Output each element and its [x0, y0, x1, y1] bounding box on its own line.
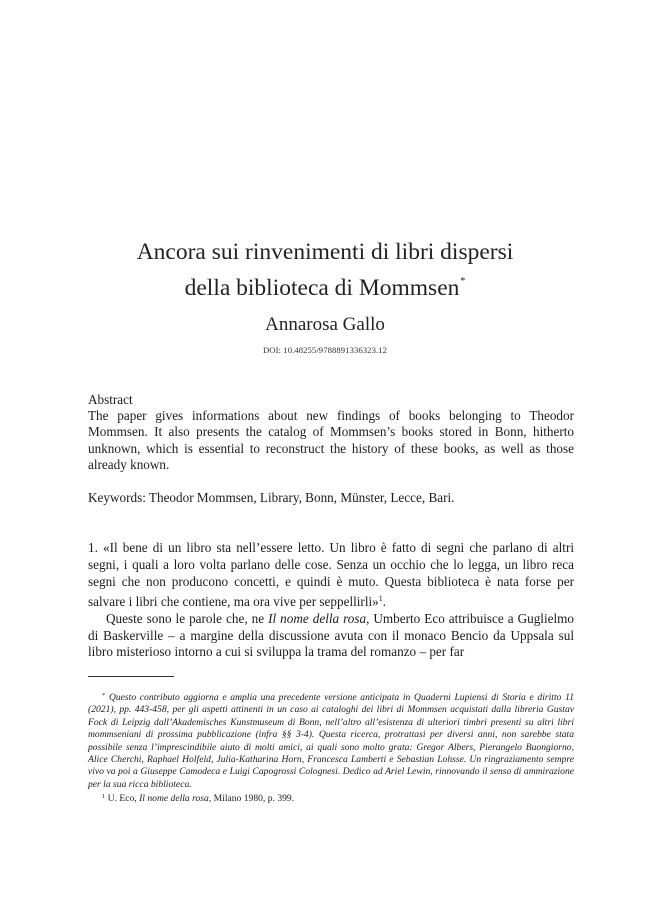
- body-text: [88, 540, 574, 661]
- article-title: [60, 238, 590, 303]
- keywords-line: Keywords: Theodor Mommsen, Library, Bonn, Münster, Lecce, Bari.: [88, 490, 455, 505]
- footnote-separator: [88, 676, 174, 677]
- footnote-1-italic: Il nome della rosa: [139, 793, 209, 805]
- doi-line: DOI: 10.48255/9788891336323.12: [262, 345, 388, 355]
- footnote-1-marker: 1: [102, 793, 106, 801]
- body-paragraph-2: [88, 611, 574, 662]
- abstract-heading: Abstract: [88, 392, 133, 407]
- footnote-ref-1[interactable]: 1: [378, 593, 383, 603]
- title-line-2: [60, 267, 590, 303]
- footnote-star-marker: *: [102, 692, 106, 699]
- footnote-1: [88, 791, 574, 805]
- body-paragraph-1: [88, 540, 574, 611]
- title-line-2-text: della biblioteca di Mommsen: [184, 275, 460, 301]
- footnote-star: [88, 690, 574, 791]
- title-line-1: Ancora sui rinvenimenti di libri dispersi: [136, 239, 514, 265]
- footnote-star-text: Questo contributo aggiorna e amplia una precedente versione anticipata in Quaderni Lupiensi di Storia e diritto 11 (2021), pp. 443-458, per gli aspetti attinenti in un caso ai cataloghi dei libri di Mommsen acquistati dalla libreria Gustav Fock di Leipzig dall’Akademisches Kunstmuseum di Bonn, nell’altro all’esistenza di ulteriori timbri presenti su altri libri mommseniani di prossima pubblicazione (infra §§ 3-4). Questa ricerca, protrattasi per diversi anni, non sarebbe stata possibile senza l’imprescindibile aiuto di molti amici, ai quali sono molto grata: Gregor Albers, Pierangelo Buongiorno, Alice Cherchi, Raphael Holfeld, Julia-Katharina Horn, Francesca Lamberti e Sebastian Lohsse. Un ringraziamento sempre vivo va poi a Giuseppe Camodeca e Luigi Capogrossi Colognesi. Dedico ad Ariel Lewin, rinnovando il senso di ammirazione per la sua ricca biblioteca.: [88, 692, 574, 790]
- abstract-text: The paper gives informations about new findings of books belonging to Theodor Mommsen. It also presents the catalog of Mommsen’s books stored in Bonn, hitherto unknown, which is essential to reconstruct the history of these books, as well as those already known.: [88, 408, 574, 472]
- body-paragraph-1-text: 1. «Il bene di un libro sta nell’essere letto. Un libro è fatto di segni che parlano di altri segni, i quali a loro volta parlano delle cose. Senza un occhio che lo legga, un libro reca segni che non producono concetti, e quindi è muto. Questa biblioteca è nata forse per salvare i libri che contiene, ma ora vive per seppellirli»: [88, 540, 574, 609]
- body-paragraph-2-start: Queste sono le parole che, ne: [106, 610, 269, 626]
- book-title-italic: Il nome della rosa: [268, 610, 367, 626]
- footnote-1-start: U. Eco,: [107, 793, 140, 805]
- body-paragraph-1-end: .: [382, 593, 387, 609]
- abstract-section: [88, 392, 574, 473]
- footnotes: [88, 690, 574, 806]
- title-footnote-marker[interactable]: *: [460, 276, 466, 287]
- author-name: Annarosa Gallo: [265, 314, 385, 335]
- body-paragraph-2-end: , Umberto Eco attribuisce a Guglielmo di Baskerville – a margine della discussione avuta con il monaco Bencio da Uppsala sul libro misterioso intorno a cui si sviluppa la trama del romanzo – per far: [88, 610, 575, 660]
- footnote-1-end: , Milano 1980, p. 399.: [208, 793, 295, 805]
